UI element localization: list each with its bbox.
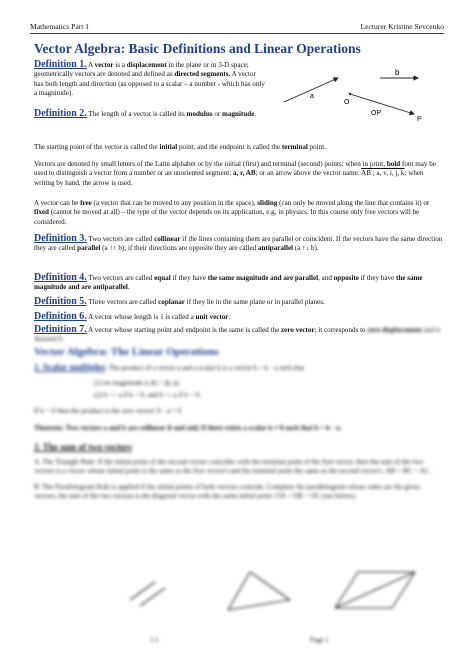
definition-2: Definition 2. The length of a vector is called its modulus or magnitude. (34, 108, 257, 119)
definition-1: Definition 1. A vector is a displacement in the plane or in 3-D space; geometrically vectors are denoted and defined as directed segments. A vector has both length and direction (as opposed to a scalar – a number - which has only a magnitude). (34, 59, 265, 98)
blurred-linear-operations (34, 348, 444, 501)
sum-section-heading: 2. The sum of two vectors (34, 442, 132, 453)
paragraph-initial-terminal: The starting point of the vector is called the initial point, and the endpoint is called the terminal point. (34, 143, 326, 151)
header-lecturer: Lecturer Kristine Sevcenko (360, 22, 444, 31)
scalar-rule-1: (1) its magnitude is |b| = |k| |a| (94, 378, 179, 387)
point-o-label: O (344, 99, 350, 106)
zero-scalar-text: If k = 0 then the product is the zero vector: 0 · a = 0 (34, 406, 181, 415)
parallelogram-rule-text: B. The Parallelogram Rule is applied if the initial points of both vectors coincide. Complete the parallelogram whose sides are the given vectors; the sum of the two vectors is the diagonal vector with the same initial point: OA + OB = OC (see below). (34, 482, 421, 501)
definition-5: Definition 5. Three vectors are called coplanar if they lie in the same plane or in parallel planes. (34, 296, 325, 307)
scalar-multiples-text: 1. Scalar multiples: The product of a vector a and a scalar k is a vector b = k · a such that (34, 362, 305, 373)
vector-op-arrow (350, 94, 414, 114)
definition-4-label: Definition 4. (34, 272, 87, 283)
paragraph-vector-types: A vector can be free (a vector that can be moved to any position in the space), sliding (can only be moved along the line that contains it) or fixed (cannot be moved at all) – the type of the vector depends on its application, e.g, in physics. In this course only free vectors will be considered. (34, 199, 430, 226)
header-course: Mathematics Part 1 (30, 22, 90, 31)
definition-6-label: Definition 6. (34, 311, 87, 322)
triangle-rule-text: A. The Triangle Rule: If the initial point of the second vector coincides with the terminal point of the first vector, then the sum of the two vectors is a vector whose initial point is the same as the first vector's and the terminal point the same as the second vector's. AB + BC = AC . (34, 457, 433, 476)
scalar-rule-2: (2) b ↑↑ a if k > 0, and b ↑↓ a if k < 0. (94, 391, 202, 400)
footer-number: 1.1 (150, 636, 159, 644)
page-title: Vector Algebra: Basic Definitions and Linear Operations (34, 41, 361, 56)
point-p-label: P (417, 116, 422, 123)
definition-1-label: Definition 1. (34, 59, 87, 70)
definition-4: Definition 4. Two vectors are called equal if they have the same magnitude and are parallel, and opposite if they have the same magnitude and are antiparallel. (34, 272, 423, 292)
definition-2-label: Definition 2. (34, 108, 87, 119)
definition-3: Definition 3. Two vectors are called collinear if the lines containing them are parallel or coincident. If the vectors have the same direction they are called parallel (a ↑↑ b); if their directions are opposite they are called antiparallel (a ↑↓ b). (34, 233, 443, 253)
vector-a-label: a (310, 93, 314, 100)
definition-7-label: Definition 7. (34, 325, 87, 335)
definition-7: Definition 7. A vector whose starting point and endpoint is the same is called the zero vector; it corresponds to zero displacement and is denoted 0. (34, 325, 441, 344)
definition-6: Definition 6. A vector whose length is 1 is called a unit vector. (34, 311, 231, 322)
paragraph-denotation: Vectors are denoted by small letters of the Latin alphabet or by the initial (first) and terminal (second) points; when in print, bold font may be used to distinguish a vector from a number or an unoriented segment: a, r, AB; or an arrow above the vector name: AB ; a, v, i, j, k; when writing by hand, the arrow is used. (34, 160, 436, 187)
vector-figure (278, 64, 448, 126)
footer-page: Page 1 (310, 636, 329, 644)
arrow-notation: AB ; a, v, i, j, k (361, 169, 405, 178)
section-title-linear-operations: Vector Algebra: The Linear Operations (34, 346, 219, 358)
theorem-text: Theorem: Two vectors a and b are collinear if and only if there exists a scalar k ≠ 0 such that b = k · a. (34, 424, 342, 433)
page-header (30, 22, 444, 34)
vector-b-label: b (395, 68, 400, 77)
sum-diagrams (110, 560, 440, 620)
definition-3-label: Definition 3. (34, 233, 87, 244)
vector-op-label: OP (371, 110, 382, 117)
definition-5-label: Definition 5. (34, 296, 87, 307)
